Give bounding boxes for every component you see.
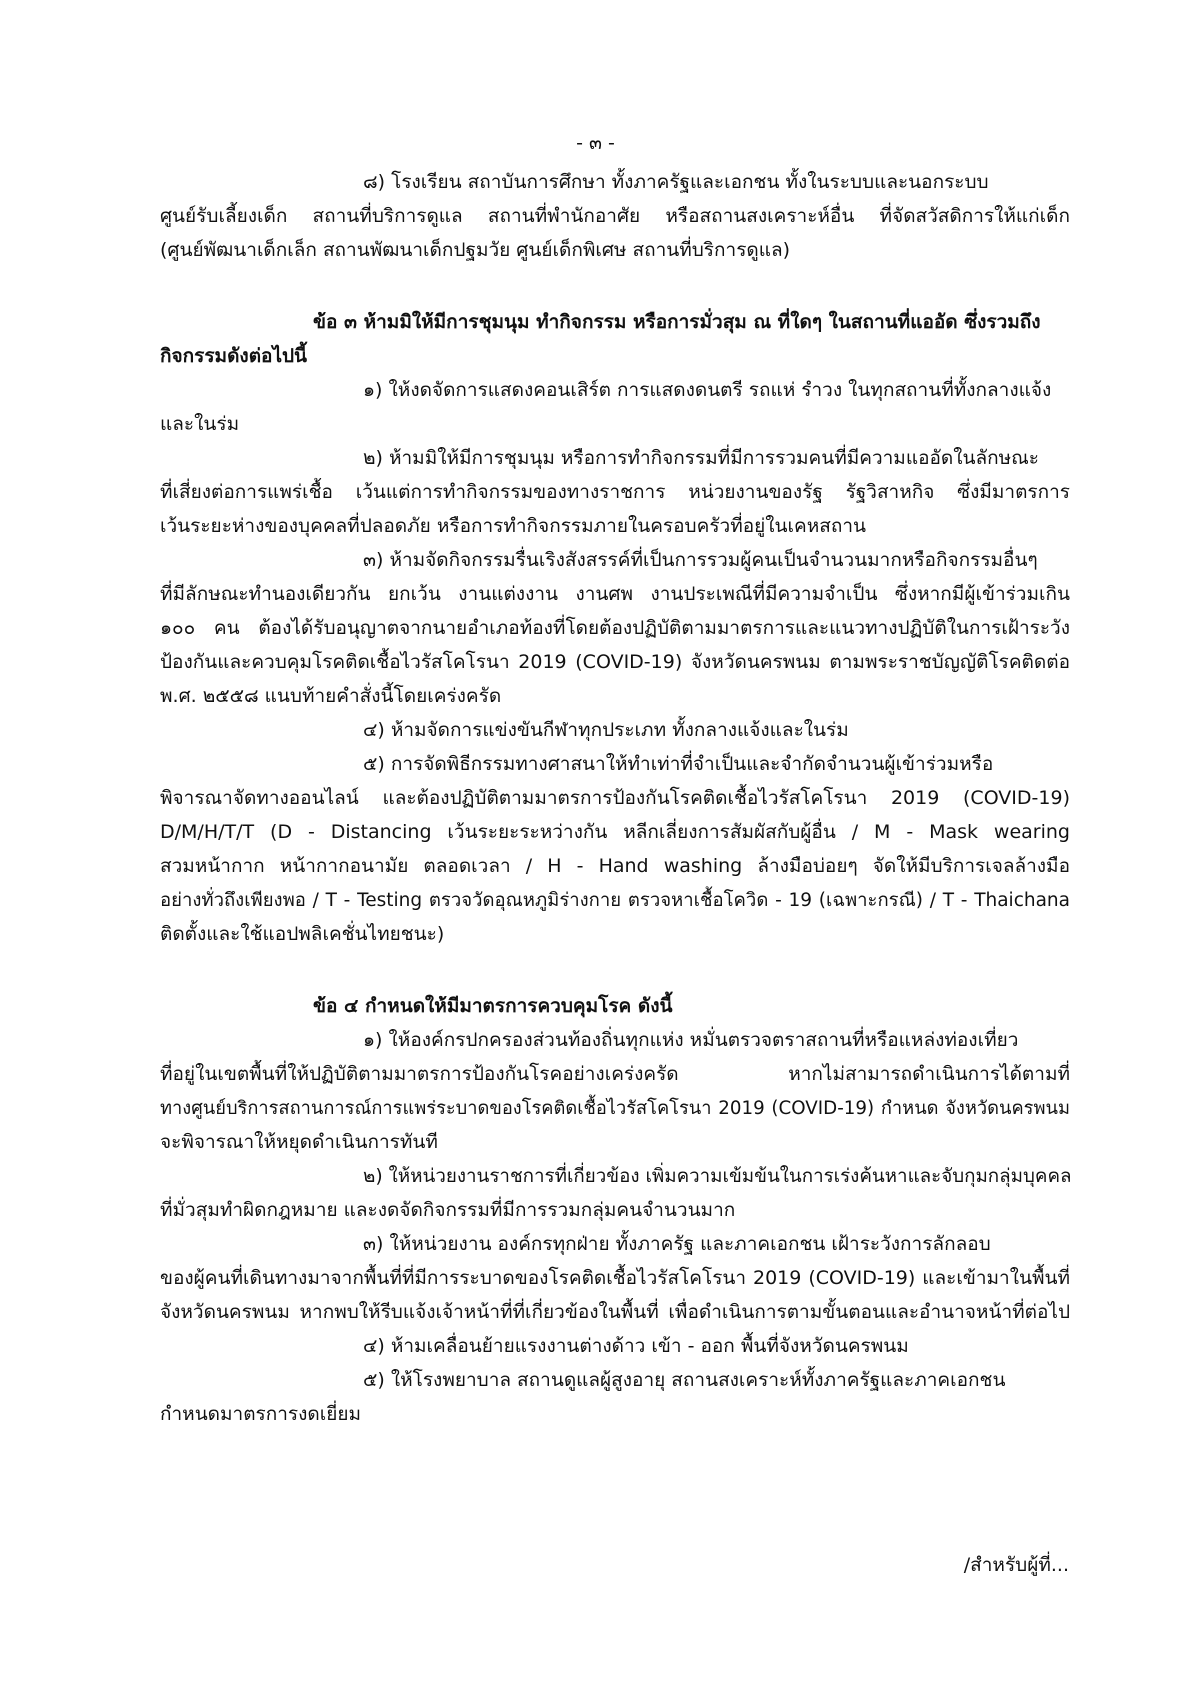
text-line: ๒) ห้ามมิให้มีการชุมนุม หรือการทำกิจกรรมที่มีการรวมคนที่มีความแออัดในลักษณะ	[363, 447, 1040, 469]
text-line: จะพิจารณาให้หยุดดำเนินการทันที	[160, 1131, 438, 1153]
text-line: ติดตั้งและใช้แอปพลิเคชั่นไทยชนะ)	[160, 923, 445, 945]
continuation-marker: /สำหรับผู้ที่...	[963, 1554, 1069, 1576]
text-line: ที่อยู่ในเขตพื้นที่ให้ปฏิบัติตามมาตรการป้องกันโรคอย่างเคร่งครัด หากไม่สามารถดำเนินการได้ตามที่	[160, 1063, 1070, 1085]
text-line: ที่มีลักษณะทำนองเดียวกัน ยกเว้น งานแต่งงาน งานศพ งานประเพณีที่มีความจำเป็น ซึ่งหากมีผู้เข้าร่วมเกิน	[160, 583, 1070, 605]
text-line: ที่มั่วสุมทำผิดกฎหมาย และงดจัดกิจกรรมที่มีการรวมกลุ่มคนจำนวนมาก	[160, 1199, 736, 1221]
text-line: เว้นระยะห่างของบุคคลที่ปลอดภัย หรือการทำกิจกรรมภายในครอบครัวที่อยู่ในเคหสถาน	[160, 515, 867, 537]
text-line: ๑) ให้องค์กรปกครองส่วนท้องถิ่นทุกแห่ง หมั่นตรวจตราสถานที่หรือแหล่งท่องเที่ยว	[363, 1029, 1019, 1051]
text-line: อย่างทั่วถึงเพียงพอ / T - Testing ตรวจวัดอุณหภูมิร่างกาย ตรวจหาเชื้อโควิด - 19 (เฉพาะกรณี) / T - Thaichana	[160, 890, 1070, 911]
clause-4-heading: ข้อ ๔ กำหนดให้มีมาตรการควบคุมโรค ดังนี้	[313, 995, 673, 1017]
text-line: ๒) ให้หน่วยงานราชการที่เกี่ยวข้อง เพิ่มความเข้มข้นในการเร่งค้นหาและจับกุมกลุ่มบุคคล	[363, 1166, 1072, 1187]
text-line: D/M/H/T/T (D - Distancing เว้นระยะระหว่างกัน หลีกเลี่ยงการสัมผัสกับผู้อื่น / M - Mask wearing	[160, 821, 1070, 843]
text-line: จังหวัดนครพนม หากพบให้รีบแจ้งเจ้าหน้าที่ที่เกี่ยวข้องในพื้นที่ เพื่อดำเนินการตามขั้นตอนและอำนาจหน้าที่ต่อไป	[160, 1301, 1070, 1323]
text-line: พิจารณาจัดทางออนไลน์ และต้องปฏิบัติตามมาตรการป้องกันโรคติดเชื้อไวรัสโคโรนา 2019 (COVID-19)	[160, 787, 1070, 809]
text-line: กำหนดมาตรการงดเยี่ยม	[160, 1403, 362, 1425]
heading-line: กิจกรรมดังต่อไปนี้	[160, 345, 308, 367]
text-line: ๔) ห้ามเคลื่อนย้ายแรงงานต่างด้าว เข้า - ออก พื้นที่จังหวัดนครพนม	[363, 1335, 909, 1357]
text-line: ที่เสี่ยงต่อการแพร่เชื้อ เว้นแต่การทำกิจกรรมของทางราชการ หน่วยงานของรัฐ รัฐวิสาหกิจ ซึ่งมีมาตรการ	[160, 481, 1070, 503]
page-number: - ๓ -	[576, 132, 615, 154]
text-line: ๕) การจัดพิธีกรรมทางศาสนาให้ทำเท่าที่จำเป็นและจำกัดจำนวนผู้เข้าร่วมหรือ	[363, 753, 994, 775]
text-line: ๔) ห้ามจัดการแข่งขันกีฬาทุกประเภท ทั้งกลางแจ้งและในร่ม	[363, 719, 849, 741]
text-line: ๑) ให้งดจัดการแสดงคอนเสิร์ต การแสดงดนตรี รถแห่ รำวง ในทุกสถานที่ทั้งกลางแจ้ง	[363, 379, 1052, 401]
heading-line: ข้อ ๓ ห้ามมิให้มีการชุมนุม ทำกิจกรรม หรือการมั่วสุม ณ ที่ใดๆ ในสถานที่แออัด ซึ่งรวมถึง	[313, 311, 1041, 333]
text-line: ๓) ห้ามจัดกิจกรรมรื่นเริงสังสรรค์ที่เป็นการรวมผู้คนเป็นจำนวนมากหรือกิจกรรมอื่นๆ	[363, 549, 1038, 571]
text-line: พ.ศ. ๒๕๕๘ แนบท้ายคำสั่งนี้โดยเคร่งครัด	[160, 685, 502, 707]
text-line: ทางศูนย์บริการสถานการณ์การแพร่ระบาดของโรคติดเชื้อไวรัสโคโรนา 2019 (COVID-19) กำหนด จังหวัดนครพนม	[160, 1098, 1070, 1119]
text-line: (ศูนย์พัฒนาเด็กเล็ก สถานพัฒนาเด็กปฐมวัย ศูนย์เด็กพิเศษ สถานที่บริการดูแล)	[160, 239, 791, 261]
text-line: ป้องกันและควบคุมโรคติดเชื้อไวรัสโคโรนา 2019 (COVID-19) จังหวัดนครพนม ตามพระราชบัญญัติโรคติดต่อ	[160, 651, 1070, 673]
text-line: และในร่ม	[160, 413, 240, 435]
text-line: ๘) โรงเรียน สถาบันการศึกษา ทั้งภาครัฐและเอกชน ทั้งในระบบและนอกระบบ	[363, 171, 989, 193]
text-line: สวมหน้ากาก หน้ากากอนามัย ตลอดเวลา / H - Hand washing ล้างมือบ่อยๆ จัดให้มีบริการเจลล้างมือ	[160, 855, 1070, 877]
text-line: ๕) ให้โรงพยาบาล สถานดูแลผู้สูงอายุ สถานสงเคราะห์ทั้งภาครัฐและภาคเอกชน	[363, 1369, 1006, 1391]
text-line: ๓) ให้หน่วยงาน องค์กรทุกฝ่าย ทั้งภาครัฐ และภาคเอกชน เฝ้าระวังการลักลอบ	[363, 1233, 991, 1255]
text-line: ๑๐๐ คน ต้องได้รับอนุญาตจากนายอำเภอท้องที่โดยต้องปฏิบัติตามมาตรการและแนวทางปฏิบัติในการเฝ้าระวัง	[160, 617, 1070, 639]
text-line: ของผู้คนที่เดินทางมาจากพื้นที่ที่มีการระบาดของโรคติดเชื้อไวรัสโคโรนา 2019 (COVID-19) และเข้ามาในพื้นที่	[160, 1267, 1070, 1289]
text-line: ศูนย์รับเลี้ยงเด็ก สถานที่บริการดูแล สถานที่พำนักอาศัย หรือสถานสงเคราะห์อื่น ที่จัดสวัสดิการให้แก่เด็ก	[160, 205, 1070, 227]
